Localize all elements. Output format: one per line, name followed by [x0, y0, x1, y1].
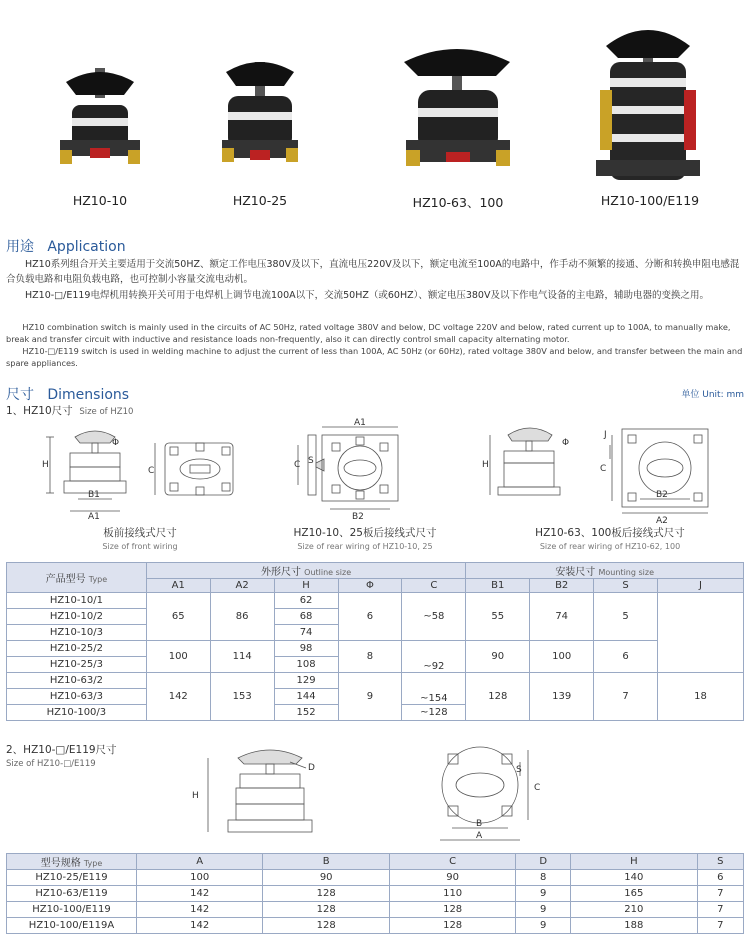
dimensions-heading [6, 384, 129, 404]
label-b2: B2 [352, 512, 364, 522]
e119-size-heading-en: Size of HZ10-□/E119 [6, 759, 96, 769]
model-cell: HZ10-10/2 [7, 609, 147, 625]
caption-cn: HZ10-10、25板后接线式尺寸 [293, 527, 437, 539]
label-a1: A1 [354, 418, 366, 428]
application-en-para2: HZ10-□/E119 switch is used in welding machine to adjust the current of less than 100A, AC 50Hz (or 60Hz), rated voltage 380V and below, and transfer between the main and spare appliances. [6, 346, 743, 368]
label-d: D [308, 763, 315, 773]
table-header-model [7, 854, 137, 870]
b1-cell: 55 [466, 593, 530, 641]
caption-cn: 板前接线式尺寸 [103, 527, 177, 539]
b-cell: 90 [263, 870, 389, 886]
hz10-dimension-table [6, 562, 744, 721]
b1-cell: 128 [466, 673, 530, 721]
dimension-drawings-hz10 [0, 415, 750, 525]
c-cell: ~154 [402, 673, 466, 705]
s-cell: 5 [594, 593, 658, 641]
d-cell: 8 [516, 870, 571, 886]
a-cell: 142 [137, 902, 263, 918]
h-cell: 165 [571, 886, 697, 902]
d-cell: 9 [516, 902, 571, 918]
a2-cell: 86 [210, 593, 274, 641]
header-cn: 外形尺寸 [260, 567, 301, 578]
caption-front-wiring [60, 527, 220, 553]
label-c: C [148, 466, 155, 476]
application-heading-cn: 用途 [6, 239, 34, 255]
dimension-drawings-e119 [0, 740, 750, 850]
application-heading-en: Application [47, 239, 126, 255]
product-name: HZ10-63、100 [412, 195, 504, 210]
c-cell: 128 [389, 902, 515, 918]
c-cell: ~58 [402, 593, 466, 641]
unit-label: 单位 Unit: mm [681, 390, 744, 400]
model-cell: HZ10-25/2 [7, 641, 147, 657]
d-cell: 9 [516, 886, 571, 902]
phi-cell: 9 [338, 673, 402, 721]
s-cell: 7 [594, 673, 658, 721]
product-name: HZ10-10 [72, 193, 128, 208]
model-cell: HZ10-25/3 [7, 657, 147, 673]
product-name: HZ10-100/E119 [600, 193, 700, 208]
label-c: C [294, 460, 301, 470]
switch-photo-hz10-100-e119 [596, 30, 700, 180]
label-a1: A1 [88, 512, 100, 522]
s-cell: 7 [697, 886, 743, 902]
d-cell: 9 [516, 918, 571, 934]
label-a2: A2 [656, 516, 668, 525]
a1-cell: 65 [146, 593, 210, 641]
a2-cell: 114 [210, 641, 274, 673]
table-row [7, 641, 744, 657]
e119-size-heading-cn: 2、HZ10-□/E119尺寸 [6, 744, 117, 756]
s-cell: 7 [697, 918, 743, 934]
column-header: B [263, 854, 389, 870]
header-en: Type [83, 859, 103, 868]
e119-dimension-table [6, 853, 744, 934]
column-header: B2 [530, 579, 594, 593]
c-cell: 90 [389, 870, 515, 886]
dimensions-heading-cn: 尺寸 [6, 387, 34, 403]
application-en-para1: HZ10 combination switch is mainly used in the circuits of AC 50Hz, rated voltage 380V and below, DC voltage 220V and below, rated current up to 100A, to manually make, break and transfer circuit with inductive and resistance loads non-frequently, also it can directly control small capacity alternating motor. [6, 322, 731, 344]
label-s: S [308, 456, 314, 466]
h-cell: 144 [274, 689, 338, 705]
header-cn: 型号规格 [40, 858, 81, 869]
a-cell: 142 [137, 918, 263, 934]
b-cell: 128 [263, 886, 389, 902]
model-cell: HZ10-25/E119 [7, 870, 137, 886]
table-header-outline [146, 563, 466, 579]
caption-en: Size of rear wiring of HZ10-62, 100 [539, 542, 681, 551]
column-header: H [274, 579, 338, 593]
a1-cell: 142 [146, 673, 210, 721]
header-cn: 产品型号 [45, 574, 86, 585]
model-cell: HZ10-10/3 [7, 625, 147, 641]
switch-photo-hz10-10 [60, 68, 140, 164]
model-cell: HZ10-63/2 [7, 673, 147, 689]
column-header: S [594, 579, 658, 593]
rear-wiring-63-100-side-view [490, 428, 560, 495]
column-header: H [571, 854, 697, 870]
header-en: Outline size [304, 568, 352, 577]
label-b1: B1 [88, 490, 100, 500]
column-header: C [402, 579, 466, 593]
e119-side-view [208, 750, 312, 832]
c-cell: 110 [389, 886, 515, 902]
j-cell [658, 593, 744, 673]
switch-photo-hz10-63 [404, 49, 510, 166]
column-header: A2 [210, 579, 274, 593]
column-header: B1 [466, 579, 530, 593]
s-cell: 6 [697, 870, 743, 886]
column-header: A1 [146, 579, 210, 593]
label-c: C [600, 464, 607, 474]
b2-cell: 139 [530, 673, 594, 721]
hz10-size-heading-en: Size of HZ10 [79, 407, 134, 417]
header-cn: 安装尺寸 [555, 567, 596, 578]
product-photos [0, 0, 750, 190]
label-h: H [192, 791, 199, 801]
e119-top-view [440, 747, 528, 840]
a-cell: 142 [137, 886, 263, 902]
header-en: Mounting size [598, 568, 654, 577]
model-cell: HZ10-100/E119A [7, 918, 137, 934]
a-cell: 100 [137, 870, 263, 886]
column-header: Φ [338, 579, 402, 593]
application-heading [6, 236, 126, 256]
table-header-mounting [466, 563, 744, 579]
column-header: S [697, 854, 743, 870]
h-cell: 98 [274, 641, 338, 657]
header-en: Type [88, 575, 108, 584]
caption-en: Size of front wiring [102, 542, 178, 551]
b-cell: 128 [263, 918, 389, 934]
table-row [7, 918, 744, 934]
h-cell: 129 [274, 673, 338, 689]
h-cell: 108 [274, 657, 338, 673]
b-cell: 128 [263, 902, 389, 918]
c-cell: ~128 [402, 705, 466, 721]
j-cell: 18 [658, 673, 744, 721]
table-row [7, 673, 744, 689]
h-cell: 74 [274, 625, 338, 641]
label-h: H [482, 460, 489, 470]
table-row [7, 902, 744, 918]
rear-wiring-10-25-top-view [322, 427, 398, 509]
model-cell: HZ10-63/E119 [7, 886, 137, 902]
application-cn-para1: HZ10系列组合开关主要适用于交流50HZ、额定工作电压380V及以下，直流电压220V及以下，额定电流至100A的电路中，作手动不频繁的接通、分断和转换申阻电感混合负载电路和电阻负载电路，也可控制小容量交流电动机。 [6, 259, 740, 285]
h-cell: 62 [274, 593, 338, 609]
table-header-model [7, 563, 147, 593]
label-h: H [42, 460, 49, 470]
h-cell: 152 [274, 705, 338, 721]
s-cell: 6 [594, 641, 658, 673]
a1-cell: 100 [146, 641, 210, 673]
label-phi: Φ [112, 438, 120, 448]
b1-cell: 90 [466, 641, 530, 673]
product-name: HZ10-25 [232, 193, 288, 208]
label-a: A [476, 831, 483, 841]
hz10-size-heading-cn: 1、HZ10尺寸 [6, 405, 73, 417]
rear-wiring-63-100-top-view [610, 429, 708, 513]
b2-cell: 100 [530, 641, 594, 673]
table-row [7, 870, 744, 886]
column-header: D [516, 854, 571, 870]
caption-rear-wiring-10-25 [255, 527, 475, 553]
table-row [7, 593, 744, 609]
label-c: C [534, 783, 541, 793]
label-j: J [604, 430, 607, 440]
caption-rear-wiring-63-100 [500, 527, 720, 553]
application-cn-para2: HZ10-□/E119电焊机用转换开关可用于电焊机上调节电流100A以下，交流50HZ（或60HZ）、额定电压380V及以下作电气设备的主电路，辅助电器的变换之用。 [25, 290, 709, 301]
s-cell: 7 [697, 902, 743, 918]
a2-cell: 153 [210, 673, 274, 721]
label-phi: Φ [562, 438, 570, 448]
phi-cell: 6 [338, 593, 402, 641]
h-cell: 188 [571, 918, 697, 934]
model-cell: HZ10-10/1 [7, 593, 147, 609]
model-cell: HZ10-63/3 [7, 689, 147, 705]
h-cell: 210 [571, 902, 697, 918]
c-cell: ~92 [402, 641, 466, 673]
phi-cell: 8 [338, 641, 402, 673]
column-header: A [137, 854, 263, 870]
column-header: C [389, 854, 515, 870]
label-b2: B2 [656, 490, 668, 500]
table-row [7, 886, 744, 902]
model-cell: HZ10-100/E119 [7, 902, 137, 918]
c-cell: 128 [389, 918, 515, 934]
model-cell: HZ10-100/3 [7, 705, 147, 721]
caption-cn: HZ10-63、100板后接线式尺寸 [535, 527, 685, 539]
label-b: B [476, 819, 483, 829]
switch-photo-hz10-25 [222, 62, 298, 162]
h-cell: 68 [274, 609, 338, 625]
front-wiring-top-view [155, 443, 233, 495]
label-s: S [516, 765, 522, 775]
caption-en: Size of rear wiring of HZ10-10, 25 [297, 542, 433, 551]
b2-cell: 74 [530, 593, 594, 641]
column-header: J [658, 579, 744, 593]
h-cell: 140 [571, 870, 697, 886]
dimensions-heading-en: Dimensions [47, 387, 130, 403]
